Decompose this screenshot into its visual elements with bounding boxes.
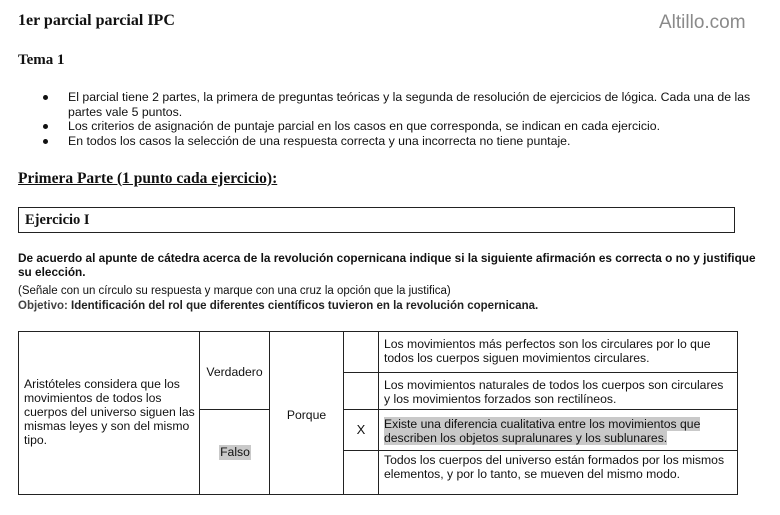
tema-heading: Tema 1 bbox=[18, 52, 65, 68]
option-text-highlighted bbox=[384, 417, 729, 445]
objective-text: Identificación del rol que diferentes científicos tuvieron en la revolución copernicana. bbox=[71, 300, 539, 312]
exercise-instruction: De acuerdo al apunte de cátedra acerca de la revolución copernicana indique si la siguiente afirmación es correcta o no y justifique su elección. bbox=[18, 251, 756, 279]
option-mark-cell[interactable] bbox=[343, 409, 378, 450]
option-mark-cell[interactable] bbox=[343, 372, 378, 409]
option-mark-selected: X bbox=[356, 422, 366, 437]
highlighted-text: Existe una diferencia cualitativa entre los movimientos que describen los objetos supralunares y los sublunares. bbox=[384, 417, 701, 445]
bullet-icon bbox=[43, 95, 48, 100]
table-border-bottom bbox=[18, 494, 738, 495]
bullet-icon bbox=[43, 124, 48, 129]
bullet-icon bbox=[43, 139, 48, 144]
statement-text: Aristóteles considera que los movimientos de todos los cuerpos del universo siguen las mismas leyes y son del mismo tipo. bbox=[24, 377, 195, 447]
list-item-text: El parcial tiene 2 partes, la primera de preguntas teóricas y la segunda de resolución de ejercicios de lógica. Cada una de las partes vale 5 puntos. bbox=[68, 90, 751, 119]
exercise-objective bbox=[18, 299, 538, 313]
statement-cell bbox=[18, 331, 199, 495]
objective-label: Objetivo: bbox=[18, 300, 68, 312]
answer-table bbox=[18, 331, 738, 495]
connector-label: Porque bbox=[286, 408, 327, 422]
option-text-cell bbox=[378, 372, 738, 409]
answer-true-label: Verdadero bbox=[206, 365, 263, 379]
list-item bbox=[40, 90, 775, 119]
option-text-cell bbox=[378, 331, 738, 372]
option-mark-cell[interactable] bbox=[343, 331, 378, 372]
list-item bbox=[40, 119, 775, 134]
page-title: 1er parcial parcial IPC bbox=[18, 12, 175, 29]
answer-true-cell[interactable] bbox=[199, 331, 269, 409]
exercise-note: (Señale con un círculo su respuesta y marque con una cruz la opción que la justifica) bbox=[18, 285, 451, 297]
option-text: Los movimientos naturales de todos los cuerpos son circulares y los movimientos forzados son rectilíneos. bbox=[384, 378, 724, 406]
list-item bbox=[40, 134, 775, 149]
connector-cell bbox=[269, 331, 343, 495]
option-mark-cell[interactable] bbox=[343, 450, 378, 495]
answer-false-cell[interactable] bbox=[199, 409, 269, 495]
option-text: Todos los cuerpos del universo están formados por los mismos elementos, y por lo tanto, se mueven del mismo modo. bbox=[384, 453, 725, 481]
site-brand: Altillo.com bbox=[659, 12, 746, 33]
list-item-text: Los criterios de asignación de puntaje parcial en los casos en que corresponda, se indican en cada ejercicio. bbox=[68, 119, 660, 134]
answer-false-label: Falso bbox=[220, 445, 250, 459]
exercise-label: Ejercicio I bbox=[25, 212, 90, 228]
rules-list bbox=[40, 90, 775, 148]
part-heading: Primera Parte (1 punto cada ejercicio): bbox=[18, 170, 278, 187]
list-item-text: En todos los casos la selección de una respuesta correcta y una incorrecta no tiene puntaje. bbox=[68, 133, 571, 148]
option-text: Los movimientos más perfectos son los circulares por lo que todos los cuerpos siguen movimientos circulares. bbox=[384, 337, 711, 365]
option-text-cell bbox=[378, 450, 738, 495]
option-text-cell bbox=[378, 409, 738, 450]
table-border-right bbox=[737, 331, 738, 495]
exercise-box bbox=[18, 207, 735, 233]
